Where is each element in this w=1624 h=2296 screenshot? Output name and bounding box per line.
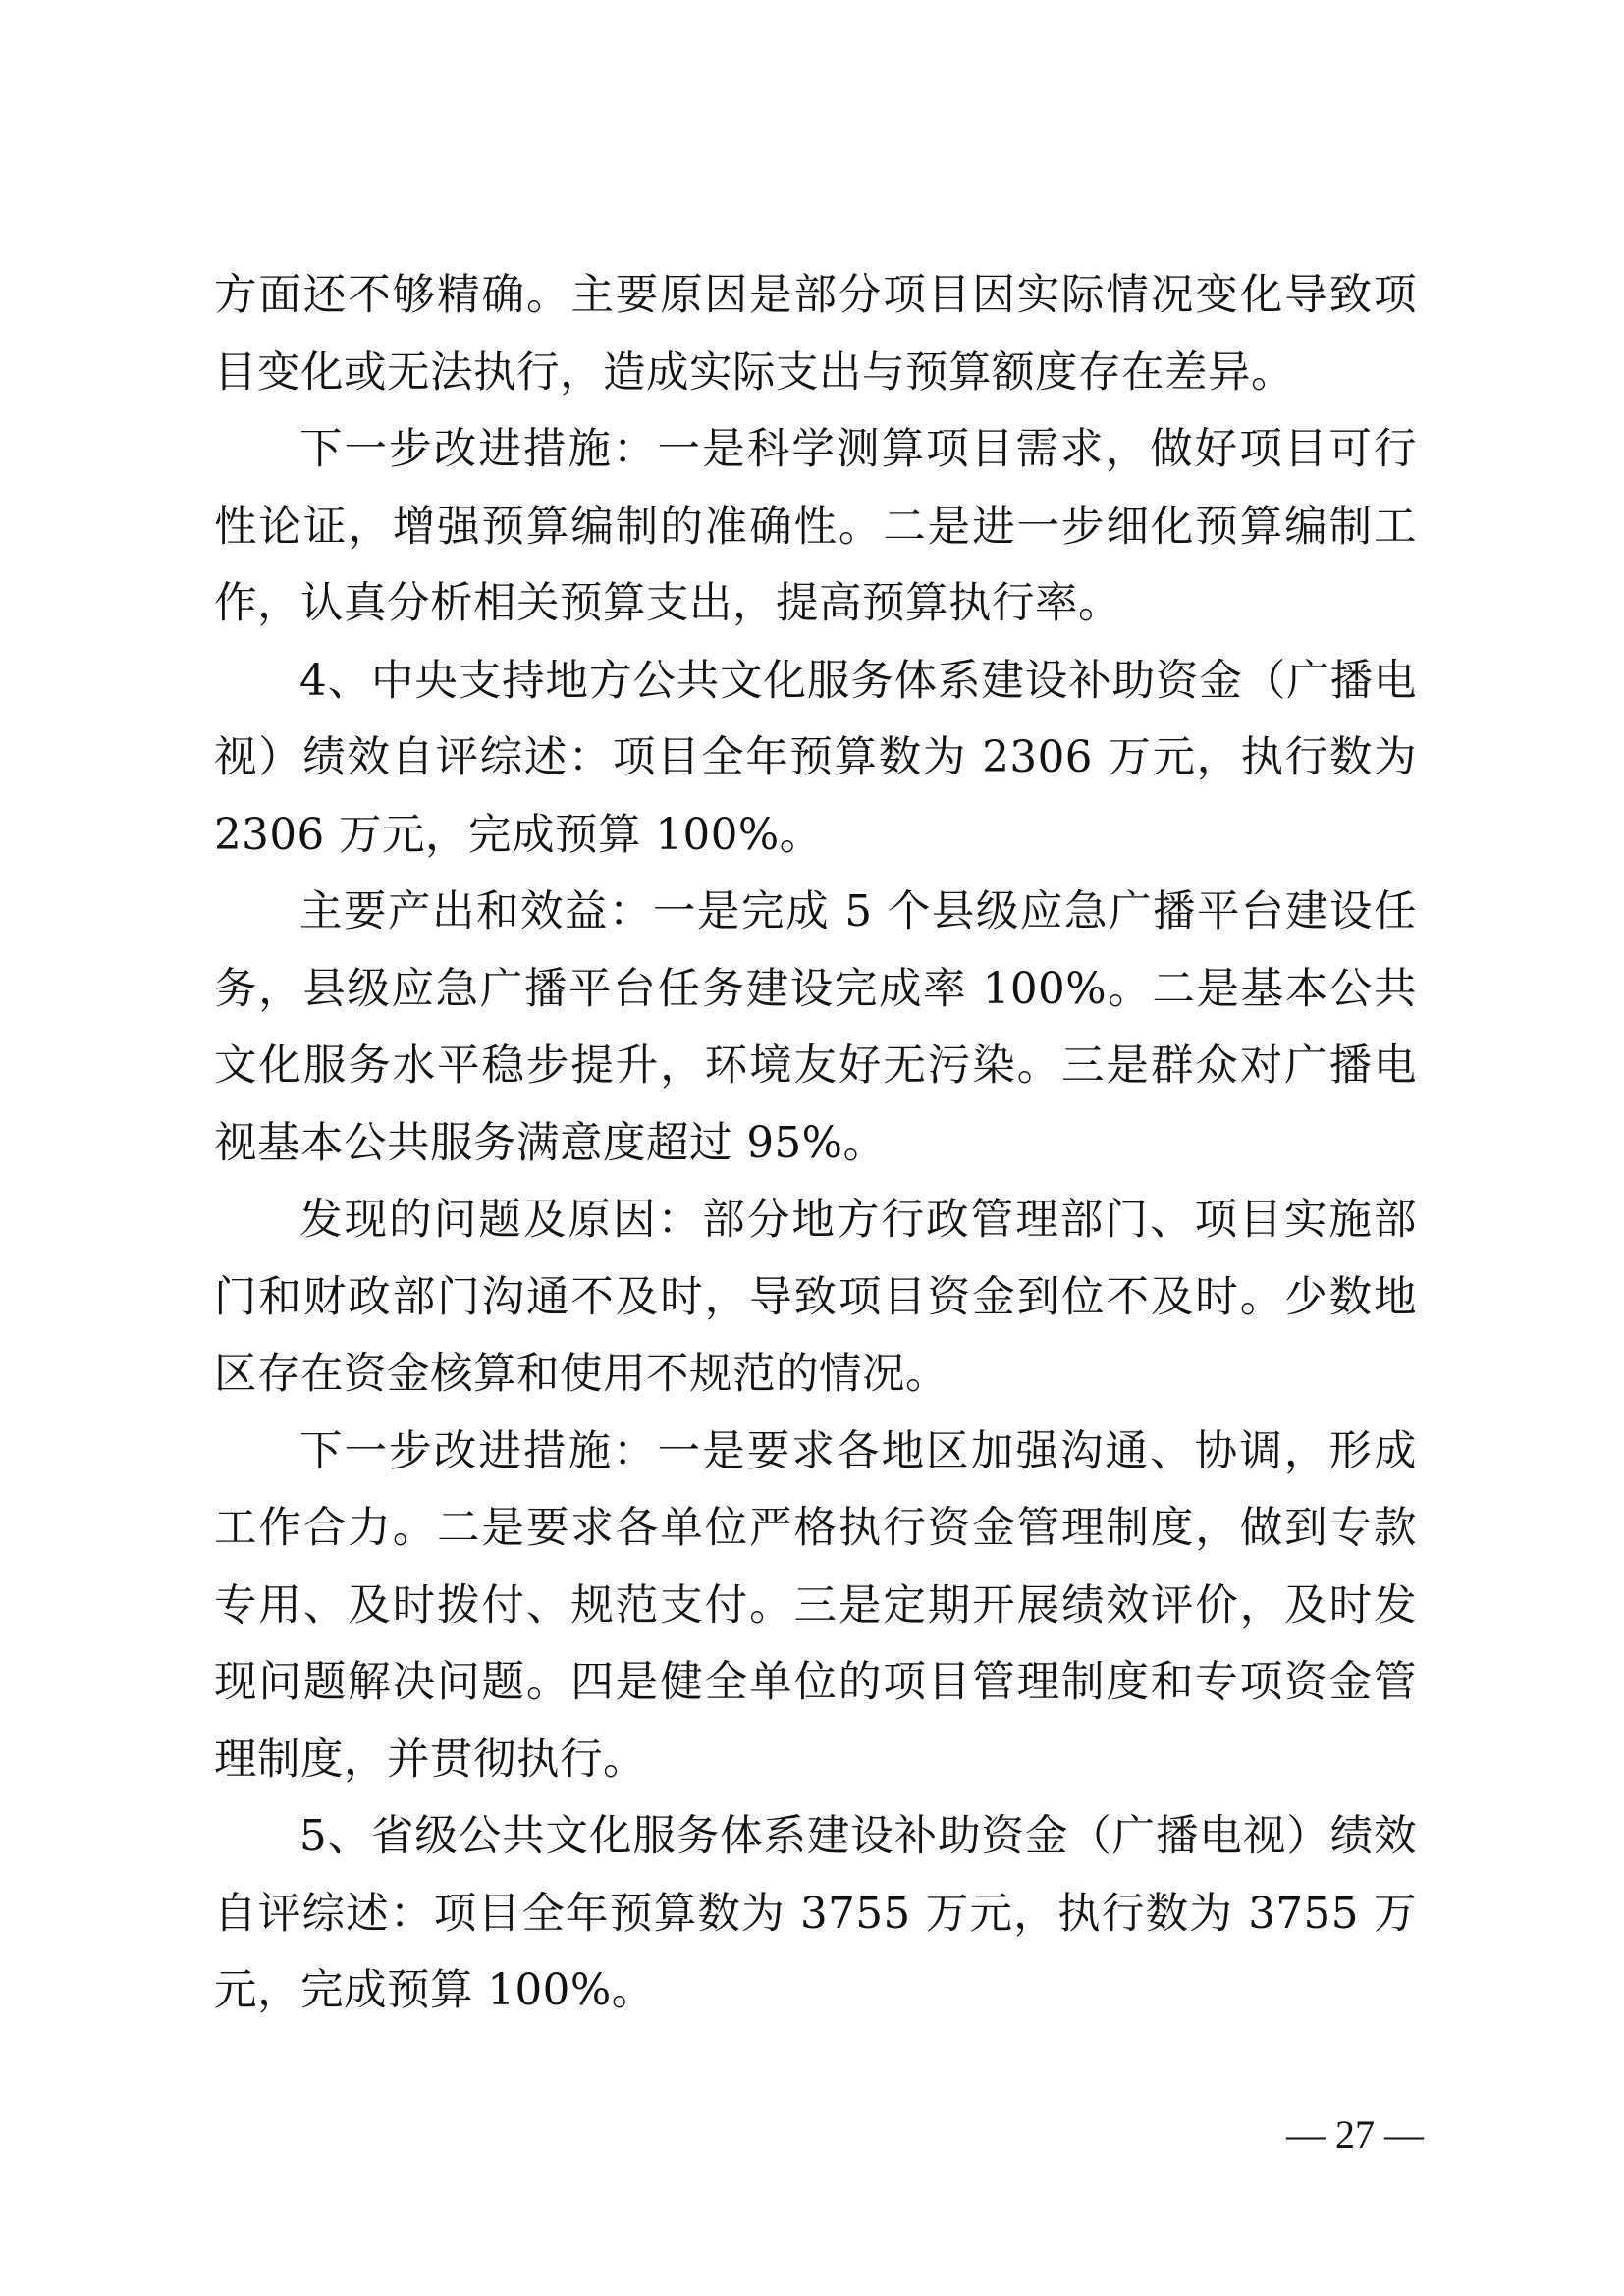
document-body [214,257,1417,2030]
paragraph-item-4-summary: 4、中央支持地方公共文化服务体系建设补助资金（广播电视）绩效自评综述：项目全年预算数为 2306 万元，执行数为 2306 万元，完成预算 100%。 [214,656,1417,860]
page-number: — 27 — [1286,2112,1424,2157]
paragraph-outputs-benefits: 主要产出和效益：一是完成 5 个县级应急广播平台建设任务，县级应急广播平台任务建设完成率 100%。二是基本公共文化服务水平稳步提升，环境友好无污染。三是群众对广播电视基本公共服务满意度超过 95%。 [214,887,1417,1168]
paragraph-problems-causes: 发现的问题及原因：部分地方行政管理部门、项目实施部门和财政部门沟通不及时，导致项目资金到位不及时。少数地区存在资金核算和使用不规范的情况。 [214,1196,1417,1399]
paragraph-item-5-summary: 5、省级公共文化服务体系建设补助资金（广播电视）绩效自评综述：项目全年预算数为 3755 万元，执行数为 3755 万元，完成预算 100%。 [214,1812,1417,2015]
paragraph-improvement-measures-1: 下一步改进措施：一是科学测算项目需求，做好项目可行性论证，增强预算编制的准确性。二是进一步细化预算编制工作，认真分析相关预算支出，提高预算执行率。 [214,425,1417,628]
paragraph-improvement-measures-2: 下一步改进措施：一是要求各地区加强沟通、协调，形成工作合力。二是要求各单位严格执行资金管理制度，做到专款专用、及时拨付、规范支付。三是定期开展绩效评价，及时发现问题解决问题。四是健全单位的项目管理制度和专项资金管理制度，并贯彻执行。 [214,1426,1417,1785]
paragraph-continuation: 方面还不够精确。主要原因是部分项目因实际情况变化导致项目变化或无法执行，造成实际支出与预算额度存在差异。 [214,271,1417,398]
